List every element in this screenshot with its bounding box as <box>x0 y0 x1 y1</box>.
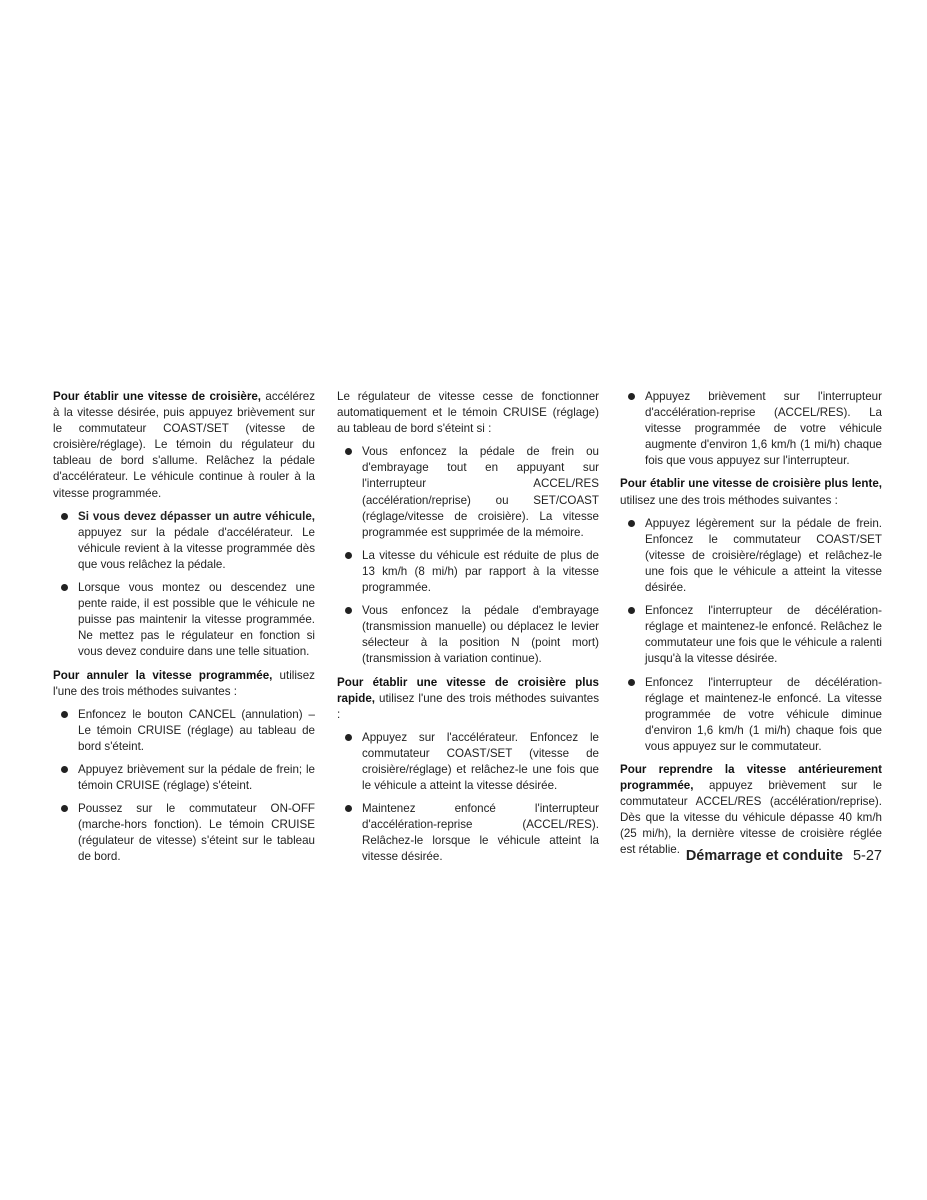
bullet-icon <box>628 607 635 614</box>
list-item <box>620 516 882 596</box>
bullet-icon <box>61 711 68 718</box>
bullet-icon <box>61 805 68 812</box>
slower-list <box>620 516 882 755</box>
page-footer <box>686 848 882 864</box>
list-item-text: Appuyez brièvement sur l'interrupteur d'accélération-reprise (ACCEL/RES). La vitesse programmée de votre véhicule augmente d'environ 1,6 km/h (1 mi/h) chaque fois que vous appuyez sur l'interrupteur. <box>645 390 882 468</box>
faster-text: utilisez l'une des trois méthodes suivantes : <box>337 691 599 721</box>
bullet-icon <box>61 513 68 520</box>
column-3 <box>620 389 882 866</box>
cancel-list <box>53 707 315 866</box>
list-item <box>337 444 599 541</box>
faster-list <box>337 730 599 866</box>
faster-paragraph <box>337 675 599 723</box>
bullet-icon <box>345 552 352 559</box>
overtake-list <box>53 509 315 661</box>
column-1 <box>53 389 315 873</box>
set-speed-paragraph <box>53 389 315 502</box>
list-item-text: appuyez sur la pédale d'accélérateur. Le véhicule revient à la vitesse programmée dès que vous relâchez la pédale. <box>78 525 315 571</box>
resume-paragraph <box>620 762 882 859</box>
list-item-heading: Si vous devez dépasser un autre véhicule, <box>78 509 315 523</box>
list-item <box>337 801 599 865</box>
cancel-heading: Pour annuler la vitesse programmée, <box>53 668 273 682</box>
bullet-icon <box>628 393 635 400</box>
list-item-text: Lorsque vous montez ou descendez une pente raide, il est possible que le véhicule ne puisse pas maintenir la vitesse programmée. Ne mettez pas le régulateur en fonction si vous devez conduire dans une telle situation. <box>78 581 315 659</box>
list-item <box>620 389 882 469</box>
list-item <box>53 509 315 573</box>
list-item-text: Vous enfoncez la pédale d'embrayage (transmission manuelle) ou déplacez le levier sélecteur à la position N (point mort) (transmission à variation continue). <box>362 604 599 666</box>
cancel-paragraph <box>53 668 315 700</box>
slower-heading: Pour établir une vitesse de croisière plus lente, <box>620 477 882 491</box>
list-item-text: La vitesse du véhicule est réduite de plus de 13 km/h (8 mi/h) par rapport à la vitesse programmée. <box>362 548 599 595</box>
bullet-icon <box>345 734 352 741</box>
bullet-icon <box>345 805 352 812</box>
list-item <box>337 730 599 794</box>
list-item-text: Poussez sur le commutateur ON-OFF (marche-hors fonction). Le témoin CRUISE (régulateur de vitesse) s'éteint sur le tableau de bord. <box>78 802 315 864</box>
resume-heading: Pour reprendre la vitesse antérieurement programmée, <box>620 762 882 793</box>
list-item-text: Appuyez brièvement sur la pédale de frein; le témoin CRUISE (réglage) s'éteint. <box>78 762 315 793</box>
list-item-text: Appuyez sur l'accélérateur. Enfoncez le commutateur COAST/SET (vitesse de croisière/réglage) et relâchez-le une fois que le véhicule a atteint la vitesse désirée. <box>362 730 599 793</box>
list-item <box>53 762 315 794</box>
slower-paragraph <box>620 476 882 508</box>
list-item-text: Maintenez enfoncé l'interrupteur d'accélération-reprise (ACCEL/RES). Relâchez-le lorsque le véhicule atteint la vitesse désirée. <box>362 802 599 864</box>
list-item <box>337 603 599 667</box>
bullet-icon <box>61 766 68 773</box>
faster-heading: Pour établir une vitesse de croisière plus rapide, <box>337 675 599 705</box>
list-item-text: Vous enfoncez la pédale de frein ou d'embrayage tout en appuyant sur l'interrupteur ACCEL/RES (accélération/reprise) ou SET/COAST (réglage/vitesse de croisière). La vitesse programmée est supprimée de la mémoire. <box>362 445 599 539</box>
list-item <box>620 675 882 755</box>
list-item-text: Enfoncez le bouton CANCEL (annulation) – Le témoin CRUISE (réglage) au tableau de bord s'éteint. <box>78 707 315 753</box>
set-speed-text: accélérez à la vitesse désirée, puis appuyez brièvement sur le commutateur COAST/SET (vitesse de croisière/réglage). Le témoin du régulateur du tableau de bord s'allume. Relâchez la pédale d'accélérateur. Le véhicule continue à rouler à la vitesse programmée. <box>53 390 315 500</box>
column-2 <box>337 389 599 873</box>
list-item <box>337 548 599 596</box>
list-item-text: Enfoncez l'interrupteur de décélération-réglage et maintenez-le enfoncé. Relâchez le commutateur une fois que le véhicule a ralenti jusqu'à la vitesse désirée. <box>645 604 882 666</box>
list-item <box>53 707 315 755</box>
bullet-icon <box>61 584 68 591</box>
list-item <box>620 603 882 667</box>
list-item <box>53 801 315 865</box>
auto-cancel-paragraph: Le régulateur de vitesse cesse de fonctionner automatiquement et le témoin CRUISE (réglage) au tableau de bord s'éteint si : <box>337 390 599 436</box>
page-number: 5-27 <box>852 848 882 864</box>
list-item-text: Appuyez légèrement sur la pédale de frein. Enfoncez le commutateur COAST/SET (vitesse de croisière/réglage) et relâchez-le une fois que le véhicule a atteint la vitesse désirée. <box>645 516 882 595</box>
set-speed-heading: Pour établir une vitesse de croisière, <box>53 390 262 403</box>
list-item <box>53 580 315 660</box>
bullet-icon <box>628 679 635 686</box>
faster-list-continued <box>620 389 882 469</box>
auto-cancel-list <box>337 444 599 667</box>
section-title: Démarrage et conduite <box>685 848 843 864</box>
bullet-icon <box>345 607 352 614</box>
bullet-icon <box>345 448 352 455</box>
list-item-text: Enfoncez l'interrupteur de décélération-réglage et maintenez-le enfoncé. La vitesse programmée de votre véhicule diminue d'environ 1,6 km/h (1 mi/h) chaque fois que vous appuyez sur le commutateur. <box>645 675 882 753</box>
slower-text: utilisez une des trois méthodes suivantes : <box>620 493 838 507</box>
resume-text: appuyez brièvement sur le commutateur ACCEL/RES (accélération/reprise). Dès que la vitesse du véhicule dépasse 40 km/h (25 mi/h), la dernière vitesse de croisière réglée est rétablie. <box>620 779 882 857</box>
bullet-icon <box>628 520 635 527</box>
cancel-text: utilisez l'une des trois méthodes suivantes : <box>53 668 315 698</box>
